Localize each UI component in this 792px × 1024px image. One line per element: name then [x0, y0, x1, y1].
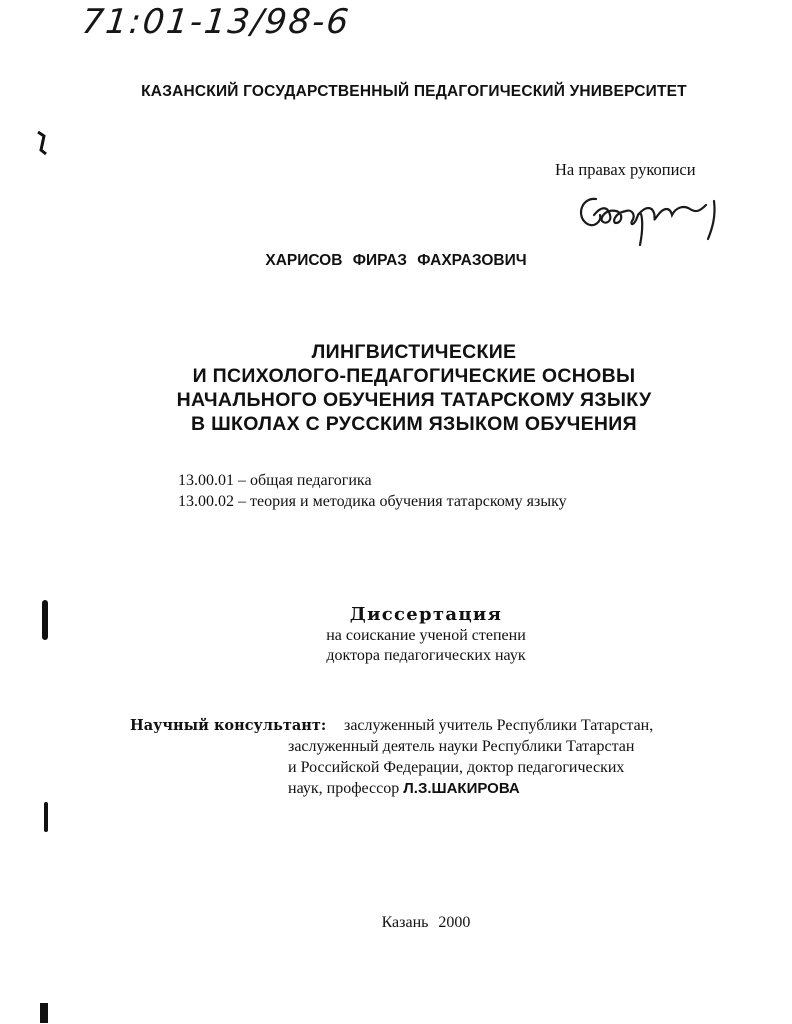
consultant-title: наук, профессор [288, 780, 404, 797]
author-name: ХАРИСОВ ФИРАЗ ФАХРАЗОВИЧ [265, 252, 527, 269]
title-line: НАЧАЛЬНОГО ОБУЧЕНИЯ ТАТАРСКОМУ ЯЗЫКУ [176, 389, 652, 411]
specialty-item: 13.00.01 – общая педагогика [178, 472, 372, 489]
manuscript-note: На правах рукописи [555, 160, 696, 179]
signature-icon [572, 185, 732, 255]
dissertation-title [0, 340, 792, 436]
specialty-item: 13.00.02 – теория и методика обучения татарскому языку [178, 493, 567, 510]
university-name: КАЗАНСКИЙ ГОСУДАРСТВЕННЫЙ ПЕДАГОГИЧЕСКИЙ УНИВЕРСИТЕТ [141, 83, 687, 100]
place-year: Казань 2000 [381, 914, 471, 931]
degree-line: на соискание ученой степени [326, 627, 526, 644]
title-line: ЛИНГВИСТИЧЕСКИЕ [311, 341, 517, 363]
degree-line: доктора педагогических наук [326, 647, 526, 664]
title-line: В ШКОЛАХ С РУССКИМ ЯЗЫКОМ ОБУЧЕНИЯ [191, 413, 637, 435]
degree-info [0, 626, 792, 666]
consultant-details [288, 715, 653, 799]
consultant-line: и Российской Федерации, доктор педагогических [288, 759, 625, 776]
consultant-line: заслуженный деятель науки Республики Татарстан [288, 738, 635, 755]
consultant-line: заслуженный учитель Республики Татарстан, [344, 717, 654, 734]
consultant-name: Л.З.ШАКИРОВА [403, 780, 520, 797]
dissertation-label: Диссертация [349, 604, 503, 625]
specialty-list [178, 470, 567, 512]
consultant-label: Научный консультант: [130, 717, 327, 734]
title-line: И ПСИХОЛОГО-ПЕДАГОГИЧЕСКИЕ ОСНОВЫ [192, 365, 636, 387]
consultant-line [288, 778, 653, 799]
binding-marks [0, 0, 60, 1024]
archive-code: 71:01-13/98-6 [79, 2, 353, 42]
